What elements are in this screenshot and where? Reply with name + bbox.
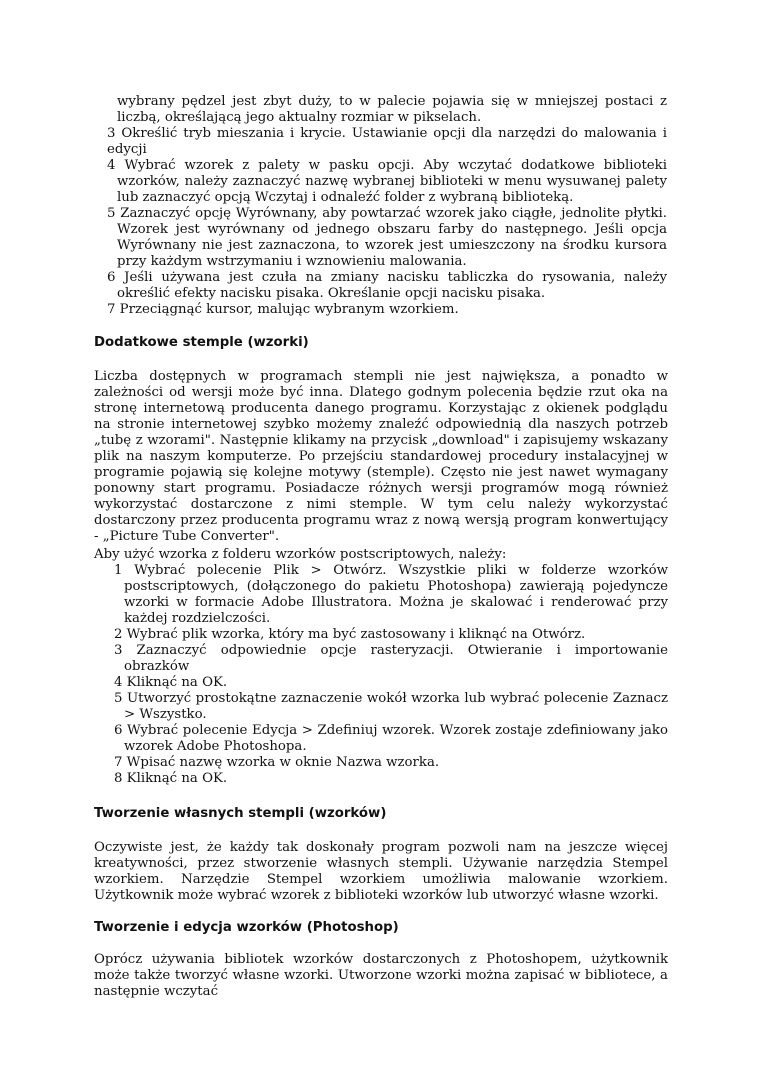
section-heading: Tworzenie własnych stempli (wzorków) [94, 806, 387, 821]
list-item: 6 Jeśli używana jest czuła na zmiany nacisku tabliczka do rysowania, należy określić efekty nacisku pisaka. Określanie opcji nacisku pisaka. [107, 270, 667, 301]
pattern-stamp-steps [107, 94, 667, 318]
list-item: 3 Zaznaczyć odpowiednie opcje rasteryzacji. Otwieranie i importowanie obrazków [114, 643, 668, 674]
section-paragraph: Oczywiste jest, że każdy tak doskonały program pozwoli nam na jeszcze więcej kreatywności, przez stworzenie własnych stempli. Używanie narzędzia Stempel wzorkiem. Narzędzie Stempel wzorkiem umożliwia malowanie wzorkiem. Użytkownik może wybrać wzorek z biblioteki wzorków lub utworzyć własne wzorki. [94, 840, 668, 903]
list-item: 7 Przeciągnąć kursor, malując wybranym wzorkiem. [107, 302, 459, 317]
section-heading: Dodatkowe stemple (wzorki) [94, 335, 309, 350]
list-item: wybrany pędzel jest zbyt duży, to w palecie pojawia się w mniejszej postaci z liczbą, określającą jego aktualny rozmiar w pikselach. [117, 94, 667, 125]
list-item: 1 Wybrać polecenie Plik > Otwórz. Wszystkie pliki w folderze wzorków postscriptowych, (dołączonego do pakietu Photoshopa) zawierają pojedyncze wzorki w formacie Adobe Illustratora. Można je skalować i renderować przy każdej rozdzielczości. [114, 563, 668, 626]
section-paragraph: Oprócz używania bibliotek wzorków dostarczonych z Photoshopem, użytkownik może także tworzyć własne wzorki. Utworzone wzorki można zapisać w bibliotece, a następnie wczytać [94, 952, 668, 999]
list-item: 4 Kliknąć na OK. [114, 675, 228, 690]
postscript-steps [114, 563, 668, 787]
section-intro: Aby użyć wzorka z folderu wzorków postscriptowych, należy: [94, 547, 507, 562]
list-item: 3 Określić tryb mieszania i krycie. Ustawianie opcji dla narzędzi do malowania i edycji [107, 126, 667, 157]
list-item: 5 Utworzyć prostokątne zaznaczenie wokół wzorka lub wybrać polecenie Zaznacz > Wszystko. [114, 691, 668, 722]
list-item: 6 Wybrać polecenie Edycja > Zdefiniuj wzorek. Wzorek zostaje zdefiniowany jako wzorek Adobe Photoshopa. [114, 723, 668, 754]
list-item: 7 Wpisać nazwę wzorka w oknie Nazwa wzorka. [114, 755, 440, 770]
list-item: 4 Wybrać wzorek z palety w pasku opcji. Aby wczytać dodatkowe biblioteki wzorków, należy zaznaczyć nazwę wybranej biblioteki w menu wysuwanej palety lub zaznaczyć opcją Wczytaj i odnaleźć folder z wybraną biblioteką. [107, 158, 667, 205]
list-item: 5 Zaznaczyć opcję Wyrównany, aby powtarzać wzorek jako ciągłe, jednolite płytki. Wzorek jest wyrównany od jednego obszaru farby do następnego. Jeśli opcja Wyrównany nie jest zaznaczona, to wzorek jest umieszczony na środku kursora przy każdym wstrzymaniu i wznowieniu malowania. [107, 206, 667, 269]
list-item: 2 Wybrać plik wzorka, który ma być zastosowany i kliknąć na Otwórz. [114, 627, 586, 642]
section-heading: Tworzenie i edycja wzorków (Photoshop) [94, 920, 399, 935]
list-item: 8 Kliknąć na OK. [114, 771, 228, 786]
section-paragraph: Liczba dostępnych w programach stempli nie jest największa, a ponadto w zależności od wersji może być inna. Dlatego godnym polecenia będzie rzut oka na stronę internetową producenta danego programu. Korzystając z okienek podglądu na stronie internetowej szybko możemy znaleźć odpowiednią dla naszych potrzeb „tubę z wzorami". Następnie klikamy na przycisk „download" i zapisujemy wskazany plik na naszym komputerze. Po przejściu standardowej procedury instalacyjnej w programie pojawią się kolejne motywy (stemple). Często nie jest nawet wymagany ponowny start programu. Posiadacze różnych wersji programów mogą również wykorzystać dostarczone z nimi stemple. W tym celu należy wykorzystać dostarczony przez producenta programu wraz z nową wersją program konwertujący - „Picture Tube Converter". [94, 369, 668, 544]
